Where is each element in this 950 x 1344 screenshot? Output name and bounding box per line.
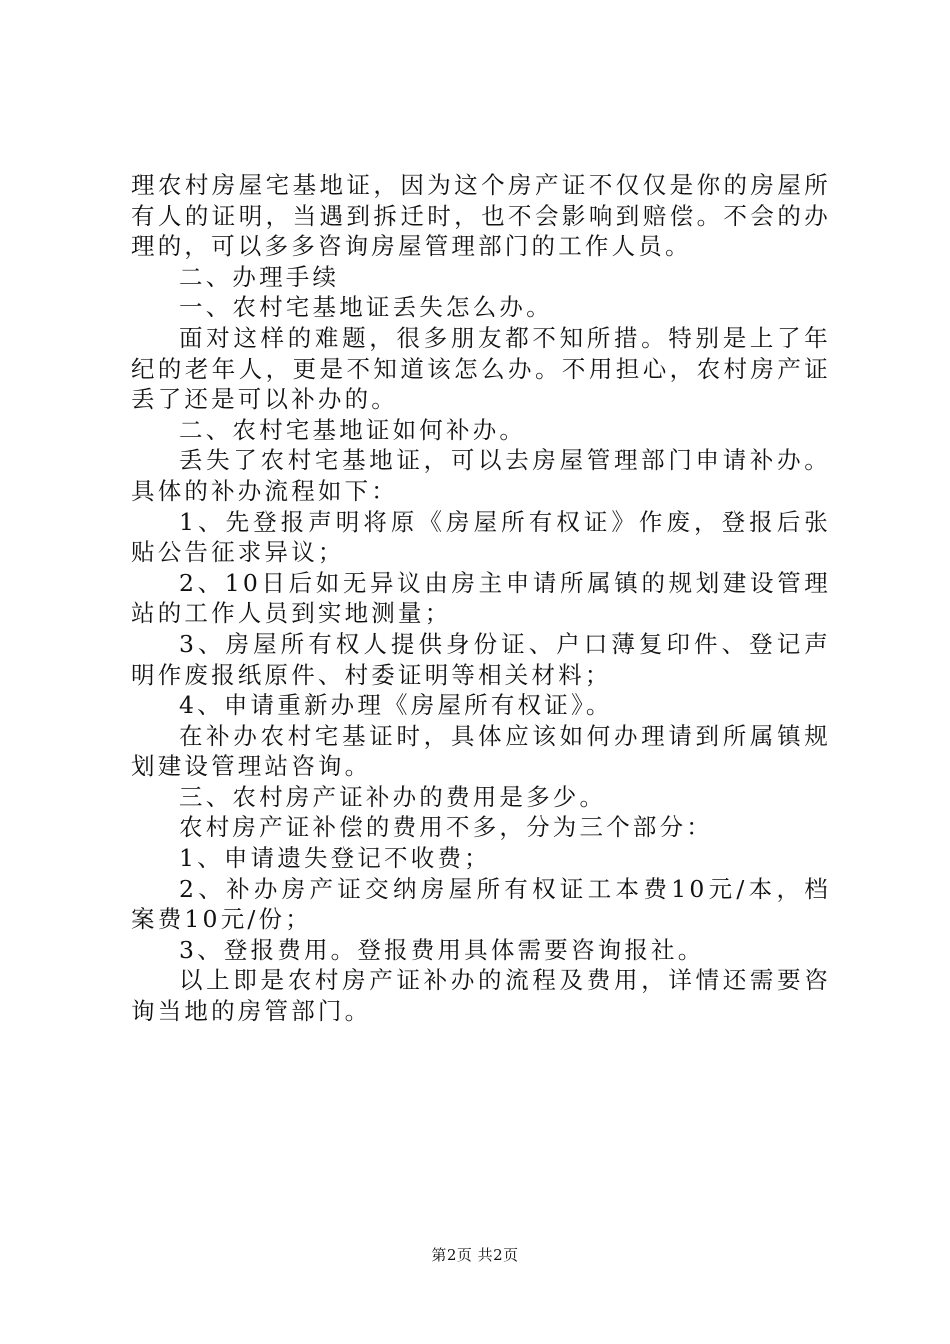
paragraph: 以上即是农村房产证补办的流程及费用，详情还需要咨询当地的房管部门。 [131, 966, 831, 1026]
list-item: 3、登报费用。登报费用具体需要咨询报社。 [179, 935, 705, 964]
paragraph: 农村房产证补偿的费用不多，分为三个部分： [179, 813, 713, 842]
page-number-footer: 第2页 共2页 [431, 1246, 519, 1264]
section-heading: 二、办理手续 [179, 262, 340, 291]
paragraph: 丢失了农村宅基地证，可以去房屋管理部门申请补办。具体的补办流程如下： [131, 446, 831, 505]
list-item: 2、补办房产证交纳房屋所有权证工本费10元/本，档案费10元/份； [131, 874, 831, 934]
list-item: 2、10日后如无异议由房主申请所属镇的规划建设管理站的工作人员到实地测量； [131, 568, 831, 628]
list-item: 1、申请遗失登记不收费； [179, 844, 491, 873]
list-item: 4、申请重新办理《房屋所有权证》。 [179, 691, 613, 720]
subsection-heading: 二、农村宅基地证如何补办。 [179, 415, 527, 444]
list-item: 3、房屋所有权人提供身份证、户口薄复印件、登记声明作废报纸原件、村委证明等相关材料； [131, 629, 831, 689]
paragraph: 面对这样的难题，很多朋友都不知所措。特别是上了年纪的老年人，更是不知道该怎么办。不用担心，农村房产证丢了还是可以补办的。 [131, 323, 831, 414]
document-body [131, 170, 831, 1027]
paragraph: 在补办农村宅基证时，具体应该如何办理请到所属镇规划建设管理站咨询。 [131, 721, 831, 781]
subsection-heading: 三、农村房产证补办的费用是多少。 [179, 782, 607, 811]
list-item: 1、先登报声明将原《房屋所有权证》作废，登报后张贴公告征求异议； [131, 507, 831, 567]
subsection-heading: 一、农村宅基地证丢失怎么办。 [179, 293, 553, 322]
paragraph: 理农村房屋宅基地证，因为这个房产证不仅仅是你的房屋所有人的证明，当遇到拆迁时，也不会影响到赔偿。不会的办理的，可以多多咨询房屋管理部门的工作人员。 [131, 171, 831, 261]
